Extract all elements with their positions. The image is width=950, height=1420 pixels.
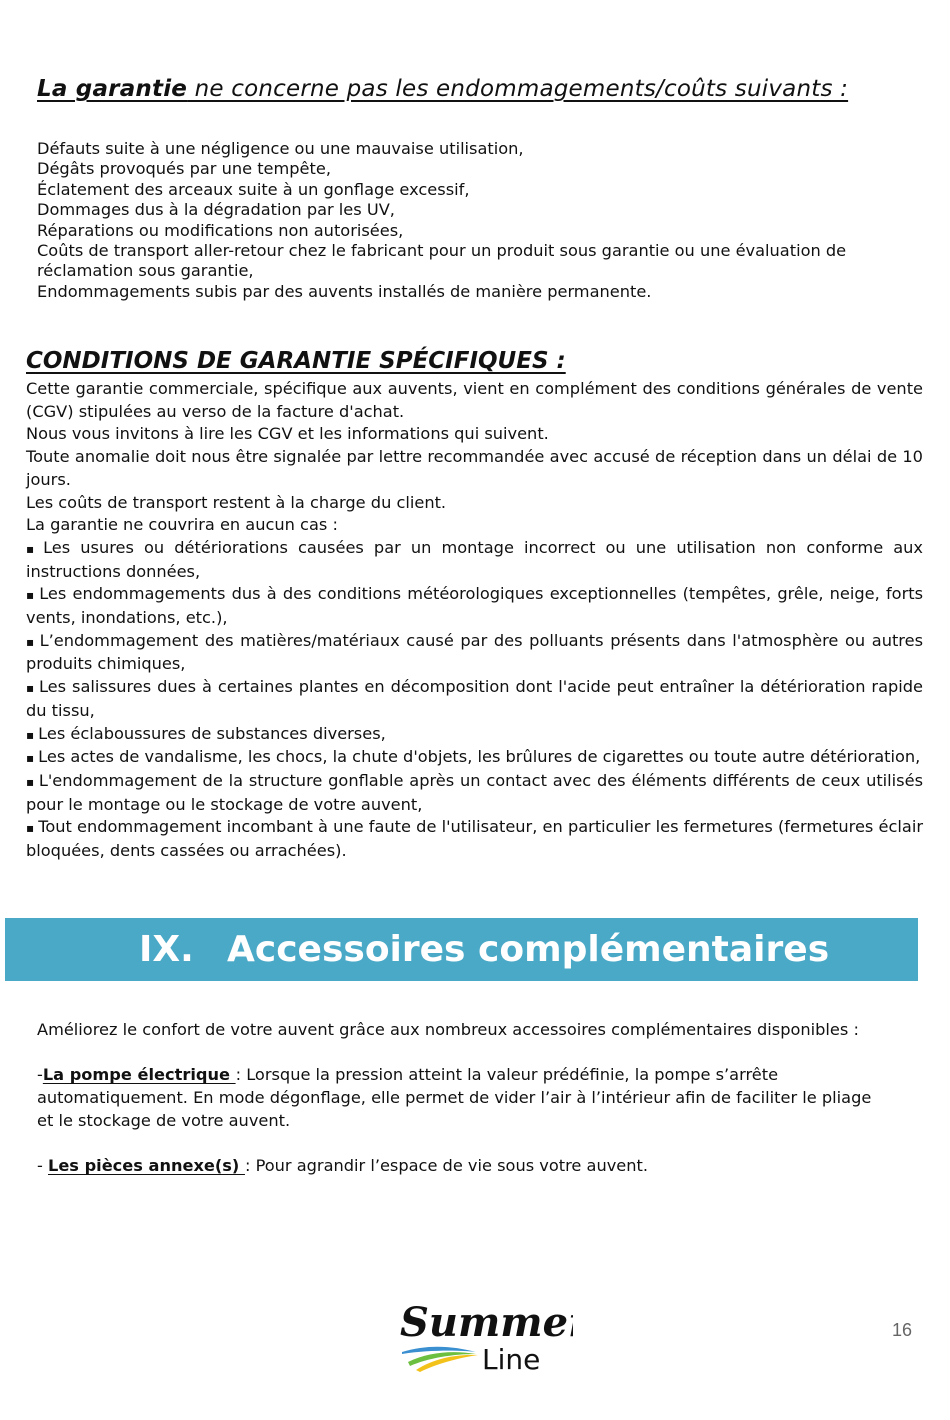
page-number: 16 <box>892 1320 913 1340</box>
section-banner <box>5 918 918 981</box>
pump-text: : Lorsque la pression atteint la valeur prédéfinie, la pompe s’arrête automatiquement. En mode dégonflage, elle permet de vider l’air à l’intérieur afin de faciliter le pliage et le stockage de votre auvent. <box>37 1065 872 1130</box>
summer-line-logo <box>398 1292 573 1377</box>
exclusion-item: Défauts suite à une négligence ou une mauvaise utilisation, <box>37 139 524 158</box>
condition-bullet <box>26 676 923 722</box>
logo-word-summer: Summer <box>400 1299 573 1346</box>
condition-paragraph: Cette garantie commerciale, spécifique aux auvents, vient en complément des conditions générales de vente (CGV) stipulées au verso de la facture d'achat. <box>26 379 923 421</box>
warranty-exclusions-list <box>37 139 917 302</box>
condition-bullet-text: L'endommagement de la structure gonflable après un contact avec des éléments différents de ceux utilisés pour le montage ou le stockage de votre auvent, <box>26 770 923 814</box>
accessories-body <box>37 1019 887 1201</box>
warranty-heading-bold: La garantie <box>37 76 188 102</box>
condition-bullet <box>26 770 923 816</box>
condition-bullet <box>26 630 923 676</box>
condition-paragraph: Toute anomalie doit nous être signalée par lettre recommandée avec accusé de réception dans un délai de 10 jours. <box>26 447 923 489</box>
condition-paragraph: Les coûts de transport restent à la charge du client. <box>26 492 447 512</box>
exclusion-item: Réparations ou modifications non autorisées, <box>37 220 404 240</box>
pump-prefix: - <box>37 1065 43 1085</box>
accessory-pump <box>37 1064 887 1132</box>
warranty-exclusions-heading <box>37 76 848 102</box>
condition-bullet-text: Les éclaboussures de substances diverses, <box>38 723 386 743</box>
annex-text: : Pour agrandir l’espace de vie sous votre auvent. <box>244 1156 648 1176</box>
annex-prefix: - <box>37 1156 48 1176</box>
section-title: Accessoires complémentaires <box>227 929 830 970</box>
condition-bullet-text: Les salissures dues à certaines plantes en décomposition dont l'acide peut entraîner la détérioration rapide du tissu, <box>26 677 923 720</box>
exclusion-item: Éclatement des arceaux suite à un gonflage excessif, <box>37 179 470 199</box>
pump-label: La pompe électrique <box>42 1065 236 1085</box>
logo-word-line: Line <box>482 1343 541 1376</box>
accessory-annex <box>37 1155 887 1178</box>
condition-bullet-text: Tout endommagement incombant à une faute de l'utilisateur, en particulier les fermetures (fermetures éclair bloquées, dents cassées ou arrachées). <box>26 817 923 861</box>
condition-bullet-text: Les actes de vandalisme, les chocs, la chute d'objets, les brûlures de cigarettes ou toute autre détérioration, <box>38 747 921 767</box>
specific-conditions-heading: CONDITIONS DE GARANTIE SPÉCIFIQUES : <box>26 348 566 374</box>
condition-bullet <box>26 816 923 862</box>
annex-label: Les pièces annexe(s) <box>48 1156 245 1176</box>
condition-paragraph: Nous vous invitons à lire les CGV et les informations qui suivent. <box>26 424 549 444</box>
specific-conditions-body <box>26 378 923 863</box>
accessories-intro: Améliorez le confort de votre auvent grâce aux nombreux accessoires complémentaires disponibles : <box>37 1020 859 1039</box>
exclusion-item: Endommagements subis par des auvents installés de manière permanente. <box>37 281 652 301</box>
condition-bullet <box>26 537 923 583</box>
condition-bullet-text: Les usures ou détériorations causées par un montage incorrect ou une utilisation non conforme aux instructions données, <box>26 537 923 581</box>
exclusion-item: Dégâts provoqués par une tempête, <box>37 159 331 179</box>
condition-bullet <box>26 583 923 629</box>
condition-paragraph: La garantie ne couvrira en aucun cas : <box>26 515 338 535</box>
condition-bullet <box>26 746 923 770</box>
condition-bullet <box>26 723 923 747</box>
exclusion-item: Coûts de transport aller-retour chez le fabricant pour un produit sous garantie ou une évaluation de réclamation sous garantie, <box>37 241 847 281</box>
section-number: IX. <box>139 929 194 970</box>
exclusion-item: Dommages dus à la dégradation par les UV, <box>37 200 395 220</box>
condition-bullet-text: L’endommagement des matières/matériaux causé par des polluants présents dans l'atmosphère ou autres produits chimiques, <box>26 630 923 674</box>
condition-bullet-text: Les endommagements dus à des conditions météorologiques exceptionnelles (tempêtes, grêle, neige, forts vents, inondations, etc.), <box>26 584 924 628</box>
logo-graphic <box>398 1292 573 1377</box>
warranty-heading-rest: ne concerne pas les endommagements/coûts suivants : <box>187 76 849 102</box>
